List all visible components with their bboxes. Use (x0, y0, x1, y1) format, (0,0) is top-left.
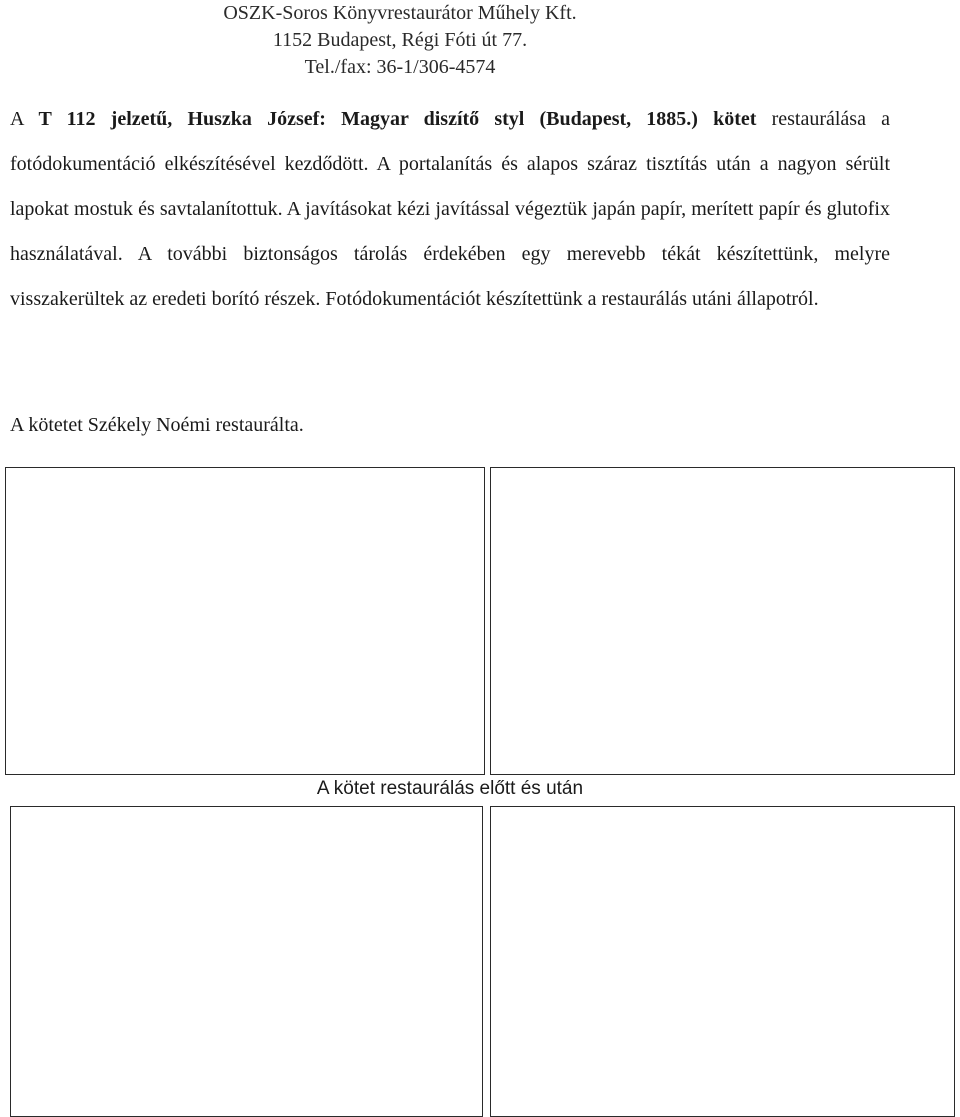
report-paragraph (10, 97, 890, 322)
photo-before-front (5, 467, 485, 775)
letterhead-phone: Tel./fax: 36-1/306-4574 (304, 56, 496, 78)
photo-before-back (490, 467, 955, 775)
restorer-credit: A kötetet Székely Noémi restaurálta. (10, 414, 304, 436)
report-intro-prefix: A (10, 108, 39, 130)
report-book-title: T 112 jelzetű, Huszka József: Magyar diszítő styl (Budapest, 1885.) kötet (38, 108, 757, 130)
report-body (10, 97, 890, 322)
photo-after-front (10, 806, 483, 1117)
report-text: restaurálása a fotódokumentáció elkészítésével kezdődött. A portalanítás és alapos száraz tisztítás után a nagyon sérült lapokat mostuk és savtalanítottuk. A javításokat kézi javítással végeztük japán papír, merített papír és glutofix használatával. A további biztonságos tárolás érdekében egy merevebb tékát készítettünk, melyre visszakerültek az eredeti borító részek. Fotódokumentációt készítettünk a restaurálás utáni állapotról. (10, 108, 890, 310)
figure-caption: A kötet restaurálás előtt és után (316, 778, 584, 799)
letterhead-address: 1152 Budapest, Régi Fóti út 77. (272, 29, 528, 51)
letterhead-company: OSZK-Soros Könyvrestaurátor Műhely Kft. (223, 2, 577, 24)
photo-after-back (490, 806, 955, 1117)
letterhead (0, 0, 800, 81)
